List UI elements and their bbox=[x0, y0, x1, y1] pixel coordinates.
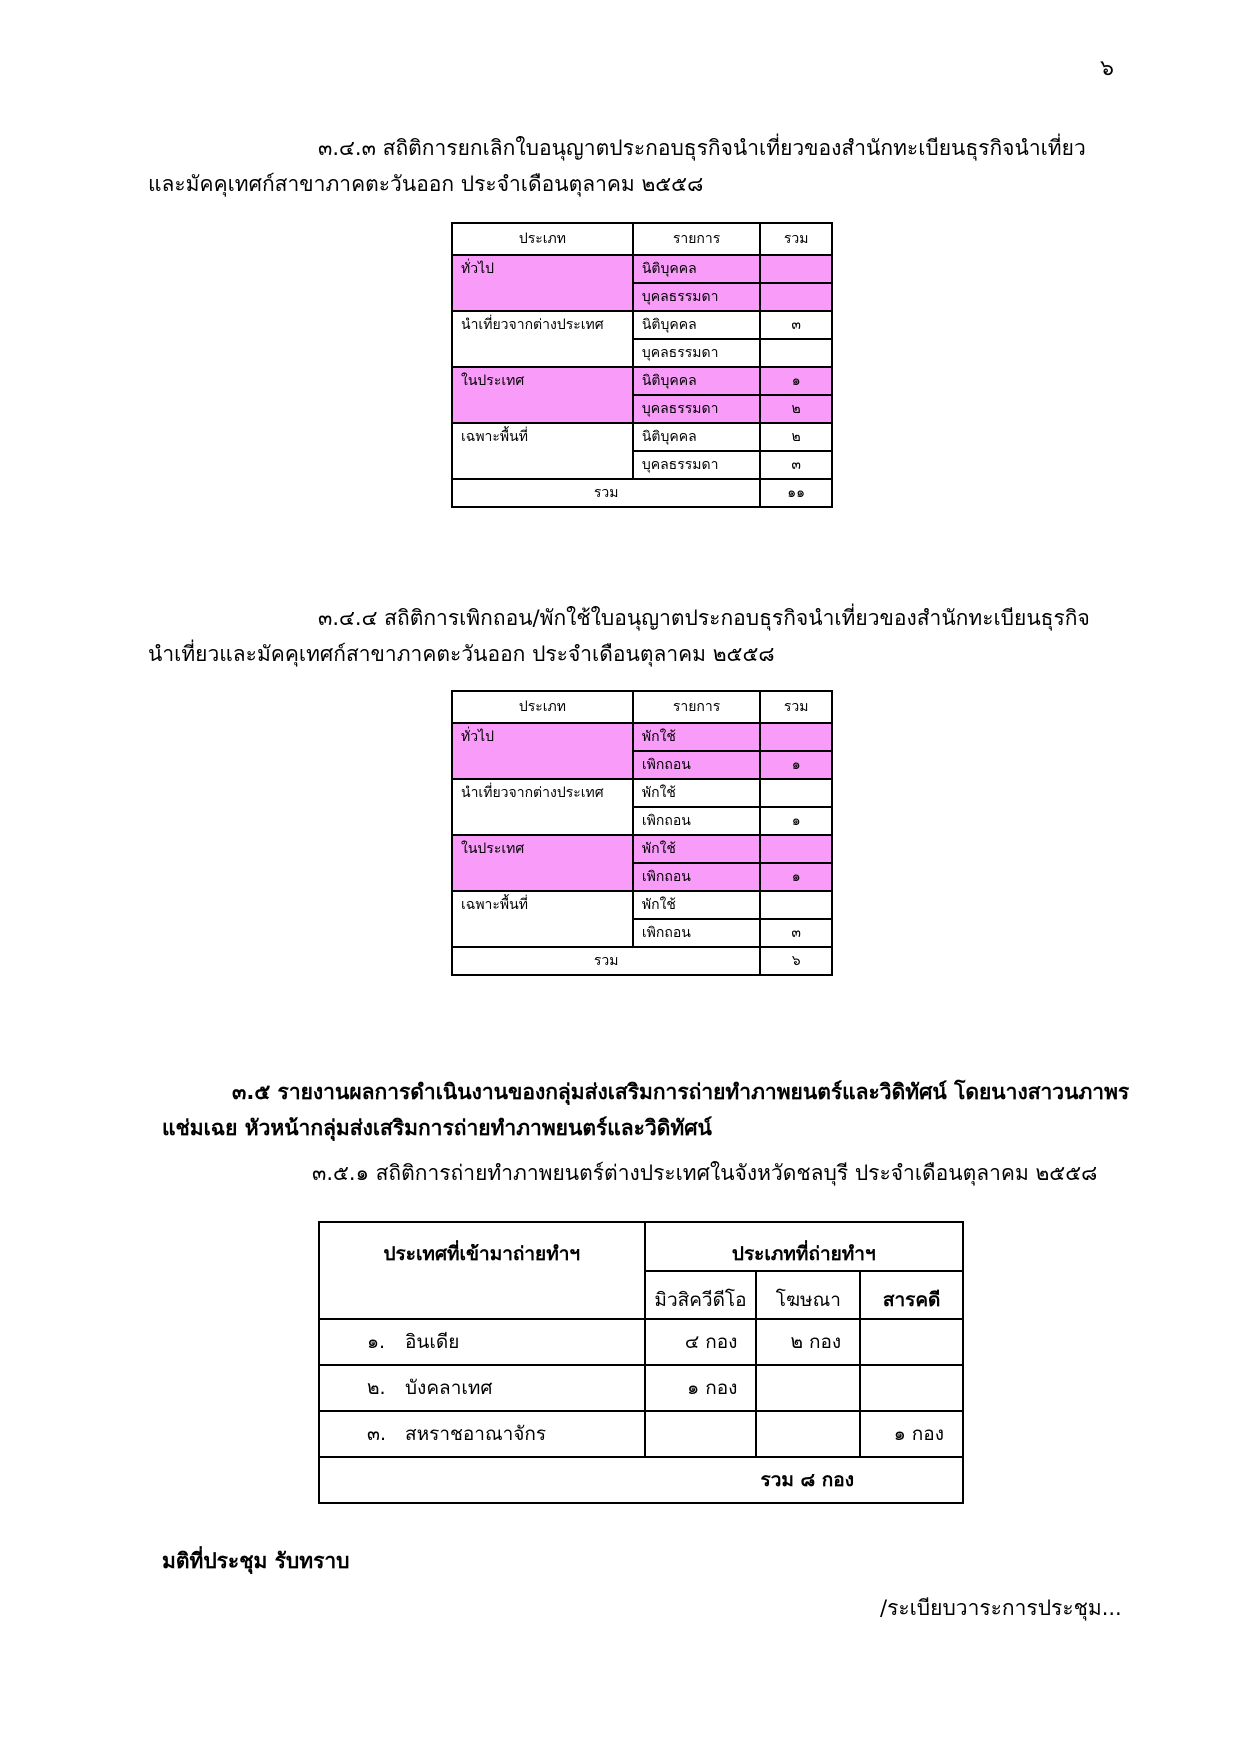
count-cell: ๓ bbox=[760, 451, 832, 479]
table-row bbox=[452, 367, 832, 395]
count-cell: ๑ bbox=[760, 807, 832, 835]
advert-cell bbox=[756, 1365, 860, 1411]
cancellation-stats-table bbox=[451, 222, 833, 508]
section-351-heading: ๓.๕.๑ สถิติการถ่ายทำภาพยนตร์ต่างประเทศในจังหวัดชลบุรี ประจำเดือนตุลาคม ๒๕๕๘ bbox=[312, 1161, 1098, 1185]
item-cell: บุคลธรรมดา bbox=[633, 451, 760, 479]
item-cell: บุคลธรรมดา bbox=[633, 283, 760, 311]
total-row bbox=[319, 1457, 963, 1503]
film-total: รวม ๘ กอง bbox=[319, 1457, 963, 1503]
column-header-item: รายการ bbox=[633, 223, 760, 255]
table-row bbox=[452, 723, 832, 751]
count-cell bbox=[760, 723, 832, 751]
type-cell: ทั่วไป bbox=[452, 255, 633, 311]
country-cell bbox=[319, 1319, 645, 1365]
type-cell: นำเที่ยวจากต่างประเทศ bbox=[452, 311, 633, 367]
item-cell: พักใช้ bbox=[633, 891, 760, 919]
table-row bbox=[452, 255, 832, 283]
section-344-heading bbox=[148, 600, 1128, 672]
count-cell bbox=[760, 891, 832, 919]
type-cell: ทั่วไป bbox=[452, 723, 633, 779]
item-cell: นิติบุคคล bbox=[633, 255, 760, 283]
item-cell: เพิกถอน bbox=[633, 919, 760, 947]
column-header-shoot-type: ประเภทที่ถ่ายทำฯ bbox=[645, 1222, 963, 1271]
country-cell bbox=[319, 1365, 645, 1411]
column-header-country: ประเทศที่เข้ามาถ่ายทำฯ bbox=[319, 1222, 645, 1319]
table-row bbox=[452, 891, 832, 919]
item-cell: พักใช้ bbox=[633, 779, 760, 807]
item-cell: บุคลธรรมดา bbox=[633, 339, 760, 367]
country-name: บังคลาเทศ bbox=[405, 1377, 493, 1399]
column-header-item: รายการ bbox=[633, 691, 760, 723]
total-label: รวม bbox=[452, 479, 760, 507]
table-row bbox=[452, 423, 832, 451]
item-cell: เพิกถอน bbox=[633, 807, 760, 835]
table-row bbox=[319, 1411, 963, 1457]
total-row bbox=[452, 479, 832, 507]
count-cell: ๓ bbox=[760, 311, 832, 339]
revocation-stats-table bbox=[451, 690, 833, 976]
table-row bbox=[319, 1319, 963, 1365]
column-header-type: ประเภท bbox=[452, 691, 633, 723]
advert-cell: ๒ กอง bbox=[756, 1319, 860, 1365]
total-row bbox=[452, 947, 832, 975]
row-index: ๓. bbox=[367, 1423, 387, 1445]
count-cell: ๒ bbox=[760, 395, 832, 423]
type-cell: เฉพาะพื้นที่ bbox=[452, 891, 633, 947]
item-cell: พักใช้ bbox=[633, 723, 760, 751]
column-header-music-video: มิวสิควีดีโอ bbox=[645, 1271, 757, 1319]
music-video-cell: ๑ กอง bbox=[645, 1365, 757, 1411]
count-cell bbox=[760, 835, 832, 863]
item-cell: เพิกถอน bbox=[633, 863, 760, 891]
type-cell: ในประเทศ bbox=[452, 835, 633, 891]
count-cell bbox=[760, 779, 832, 807]
country-cell bbox=[319, 1411, 645, 1457]
section-35-heading-line1: ๓.๕ รายงานผลการดำเนินงานของกลุ่มส่งเสริมการถ่ายทำภาพยนตร์และวิดิทัศน์ โดยนางสาวนภาพร bbox=[232, 1080, 1130, 1104]
column-header-advert: โฆษณา bbox=[756, 1271, 860, 1319]
count-cell bbox=[760, 339, 832, 367]
count-cell: ๑ bbox=[760, 751, 832, 779]
total-value: ๑๑ bbox=[760, 479, 832, 507]
type-cell: ในประเทศ bbox=[452, 367, 633, 423]
column-header-type: ประเภท bbox=[452, 223, 633, 255]
table-row bbox=[319, 1365, 963, 1411]
country-name: อินเดีย bbox=[405, 1331, 460, 1353]
item-cell: นิติบุคคล bbox=[633, 311, 760, 339]
table-row bbox=[452, 779, 832, 807]
film-shooting-table bbox=[318, 1221, 964, 1504]
section-343-heading bbox=[148, 130, 1128, 202]
section-343-heading-line1: ๓.๔.๓ สถิติการยกเลิกใบอนุญาตประกอบธุรกิจนำเที่ยวของสำนักทะเบียนธุรกิจนำเที่ยว bbox=[318, 136, 1086, 160]
documentary-cell bbox=[860, 1319, 963, 1365]
type-cell: นำเที่ยวจากต่างประเทศ bbox=[452, 779, 633, 835]
row-index: ๒. bbox=[367, 1377, 386, 1399]
table-row bbox=[452, 835, 832, 863]
item-cell: นิติบุคคล bbox=[633, 423, 760, 451]
country-name: สหราชอาณาจักร bbox=[405, 1423, 547, 1445]
advert-cell bbox=[756, 1411, 860, 1457]
column-header-total: รวม bbox=[760, 223, 832, 255]
table-row bbox=[452, 311, 832, 339]
meeting-resolution: มติที่ประชุม รับทราบ bbox=[162, 1549, 350, 1573]
section-344-heading-line1: ๓.๔.๔ สถิติการเพิกถอน/พักใช้ใบอนุญาตประกอบธุรกิจนำเที่ยวของสำนักทะเบียนธุรกิจ bbox=[318, 606, 1090, 630]
count-cell: ๑ bbox=[760, 863, 832, 891]
count-cell: ๑ bbox=[760, 367, 832, 395]
continued-marker: /ระเบียบวาระการประชุม... bbox=[880, 1596, 1122, 1620]
count-cell bbox=[760, 255, 832, 283]
item-cell: บุคลธรรมดา bbox=[633, 395, 760, 423]
column-header-documentary: สารคดี bbox=[860, 1271, 963, 1319]
music-video-cell bbox=[645, 1411, 757, 1457]
count-cell: ๓ bbox=[760, 919, 832, 947]
row-index: ๑. bbox=[367, 1331, 386, 1353]
count-cell: ๒ bbox=[760, 423, 832, 451]
documentary-cell: ๑ กอง bbox=[860, 1411, 963, 1457]
section-344-heading-line2: นำเที่ยวและมัคคุเทศก์สาขาภาคตะวันออก ประจำเดือนตุลาคม ๒๕๕๘ bbox=[148, 642, 775, 666]
section-35-heading bbox=[162, 1074, 1138, 1146]
total-label: รวม bbox=[452, 947, 760, 975]
column-header-total: รวม bbox=[760, 691, 832, 723]
documentary-cell bbox=[860, 1365, 963, 1411]
item-cell: นิติบุคคล bbox=[633, 367, 760, 395]
page-number: ๖ bbox=[1100, 56, 1114, 81]
section-343-heading-line2: และมัคคุเทศก์สาขาภาคตะวันออก ประจำเดือนตุลาคม ๒๕๕๘ bbox=[148, 172, 704, 196]
music-video-cell: ๔ กอง bbox=[645, 1319, 757, 1365]
item-cell: พักใช้ bbox=[633, 835, 760, 863]
total-value: ๖ bbox=[760, 947, 832, 975]
count-cell bbox=[760, 283, 832, 311]
type-cell: เฉพาะพื้นที่ bbox=[452, 423, 633, 479]
item-cell: เพิกถอน bbox=[633, 751, 760, 779]
section-35-heading-line2: แช่มเฉย หัวหน้ากลุ่มส่งเสริมการถ่ายทำภาพยนตร์และวิดิทัศน์ bbox=[162, 1116, 712, 1140]
